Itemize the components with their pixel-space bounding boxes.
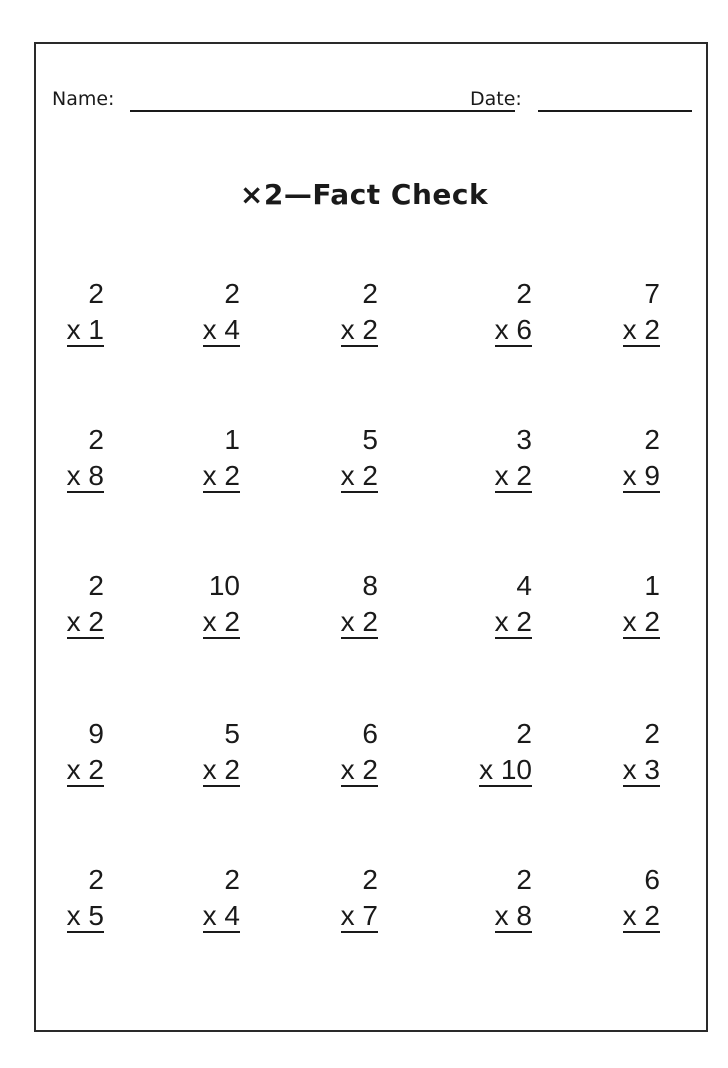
problem-multiplicand: 2	[88, 424, 104, 455]
problem-multiplier: x 2	[340, 460, 378, 491]
problem-multiplier: x 8	[66, 460, 104, 491]
problem-1-4	[442, 276, 532, 348]
problem-multiplier: x 6	[494, 314, 532, 345]
problem-multiplier: x 8	[494, 900, 532, 931]
problem-multiplier: x 2	[622, 606, 660, 637]
problem-multiplier: x 4	[202, 900, 240, 931]
problem-multiplicand: 1	[644, 570, 660, 601]
problem-5-3	[288, 862, 378, 934]
problem-multiplicand: 2	[516, 864, 532, 895]
problem-4-2	[150, 716, 240, 788]
problem-multiplicand: 8	[362, 570, 378, 601]
problem-2-1	[14, 422, 104, 494]
problem-multiplier: x 2	[66, 606, 104, 637]
problem-multiplier: x 1	[66, 314, 104, 345]
name-label: Name:	[52, 88, 115, 110]
problem-3-4	[442, 568, 532, 640]
problem-1-1	[14, 276, 104, 348]
problem-multiplicand: 2	[224, 864, 240, 895]
problem-4-1	[14, 716, 104, 788]
problem-multiplier: x 2	[622, 314, 660, 345]
problem-multiplier: x 7	[340, 900, 378, 931]
problem-multiplicand: 5	[362, 424, 378, 455]
problem-2-2	[150, 422, 240, 494]
problem-multiplicand: 4	[516, 570, 532, 601]
problem-multiplicand: 2	[644, 424, 660, 455]
problem-2-5	[570, 422, 660, 494]
problem-2-3	[288, 422, 378, 494]
problem-multiplicand: 9	[88, 718, 104, 749]
problem-multiplicand: 2	[88, 278, 104, 309]
problem-multiplier: x 3	[622, 754, 660, 785]
problem-4-5	[570, 716, 660, 788]
problem-multiplicand: 10	[208, 570, 240, 601]
problem-1-3	[288, 276, 378, 348]
problem-multiplier: x 2	[202, 606, 240, 637]
problem-multiplicand: 2	[362, 864, 378, 895]
problem-multiplier: x 5	[66, 900, 104, 931]
problem-1-2	[150, 276, 240, 348]
problem-1-5	[570, 276, 660, 348]
problem-multiplier: x 2	[66, 754, 104, 785]
problem-multiplier: x 4	[202, 314, 240, 345]
problem-3-3	[288, 568, 378, 640]
problem-multiplicand: 6	[362, 718, 378, 749]
problem-multiplicand: 2	[88, 864, 104, 895]
problem-5-1	[14, 862, 104, 934]
problem-multiplicand: 2	[88, 570, 104, 601]
problem-multiplicand: 2	[516, 718, 532, 749]
problem-multiplier: x 2	[202, 460, 240, 491]
problem-multiplicand: 3	[516, 424, 532, 455]
problem-multiplier: x 2	[340, 314, 378, 345]
problem-multiplier: x 2	[202, 754, 240, 785]
problem-multiplier: x 9	[622, 460, 660, 491]
problem-multiplicand: 7	[644, 278, 660, 309]
problem-multiplicand: 2	[224, 278, 240, 309]
problem-multiplicand: 2	[362, 278, 378, 309]
problem-multiplicand: 5	[224, 718, 240, 749]
problem-multiplicand: 2	[644, 718, 660, 749]
problem-multiplier: x 10	[479, 754, 532, 785]
problem-multiplier: x 2	[340, 606, 378, 637]
problem-multiplier: x 2	[494, 606, 532, 637]
problem-2-4	[442, 422, 532, 494]
problem-multiplicand: 1	[224, 424, 240, 455]
date-label: Date:	[470, 88, 522, 110]
problem-5-5	[570, 862, 660, 934]
problem-3-1	[14, 568, 104, 640]
problem-5-2	[150, 862, 240, 934]
problem-multiplier: x 2	[494, 460, 532, 491]
problem-multiplicand: 2	[516, 278, 532, 309]
problem-5-4	[442, 862, 532, 934]
problem-4-4	[442, 716, 532, 788]
problem-3-5	[570, 568, 660, 640]
problem-multiplier: x 2	[622, 900, 660, 931]
problem-multiplier: x 2	[340, 754, 378, 785]
problem-4-3	[288, 716, 378, 788]
problem-3-2	[150, 568, 240, 640]
problem-multiplicand: 6	[644, 864, 660, 895]
page-title: ×2—Fact Check	[239, 178, 489, 211]
